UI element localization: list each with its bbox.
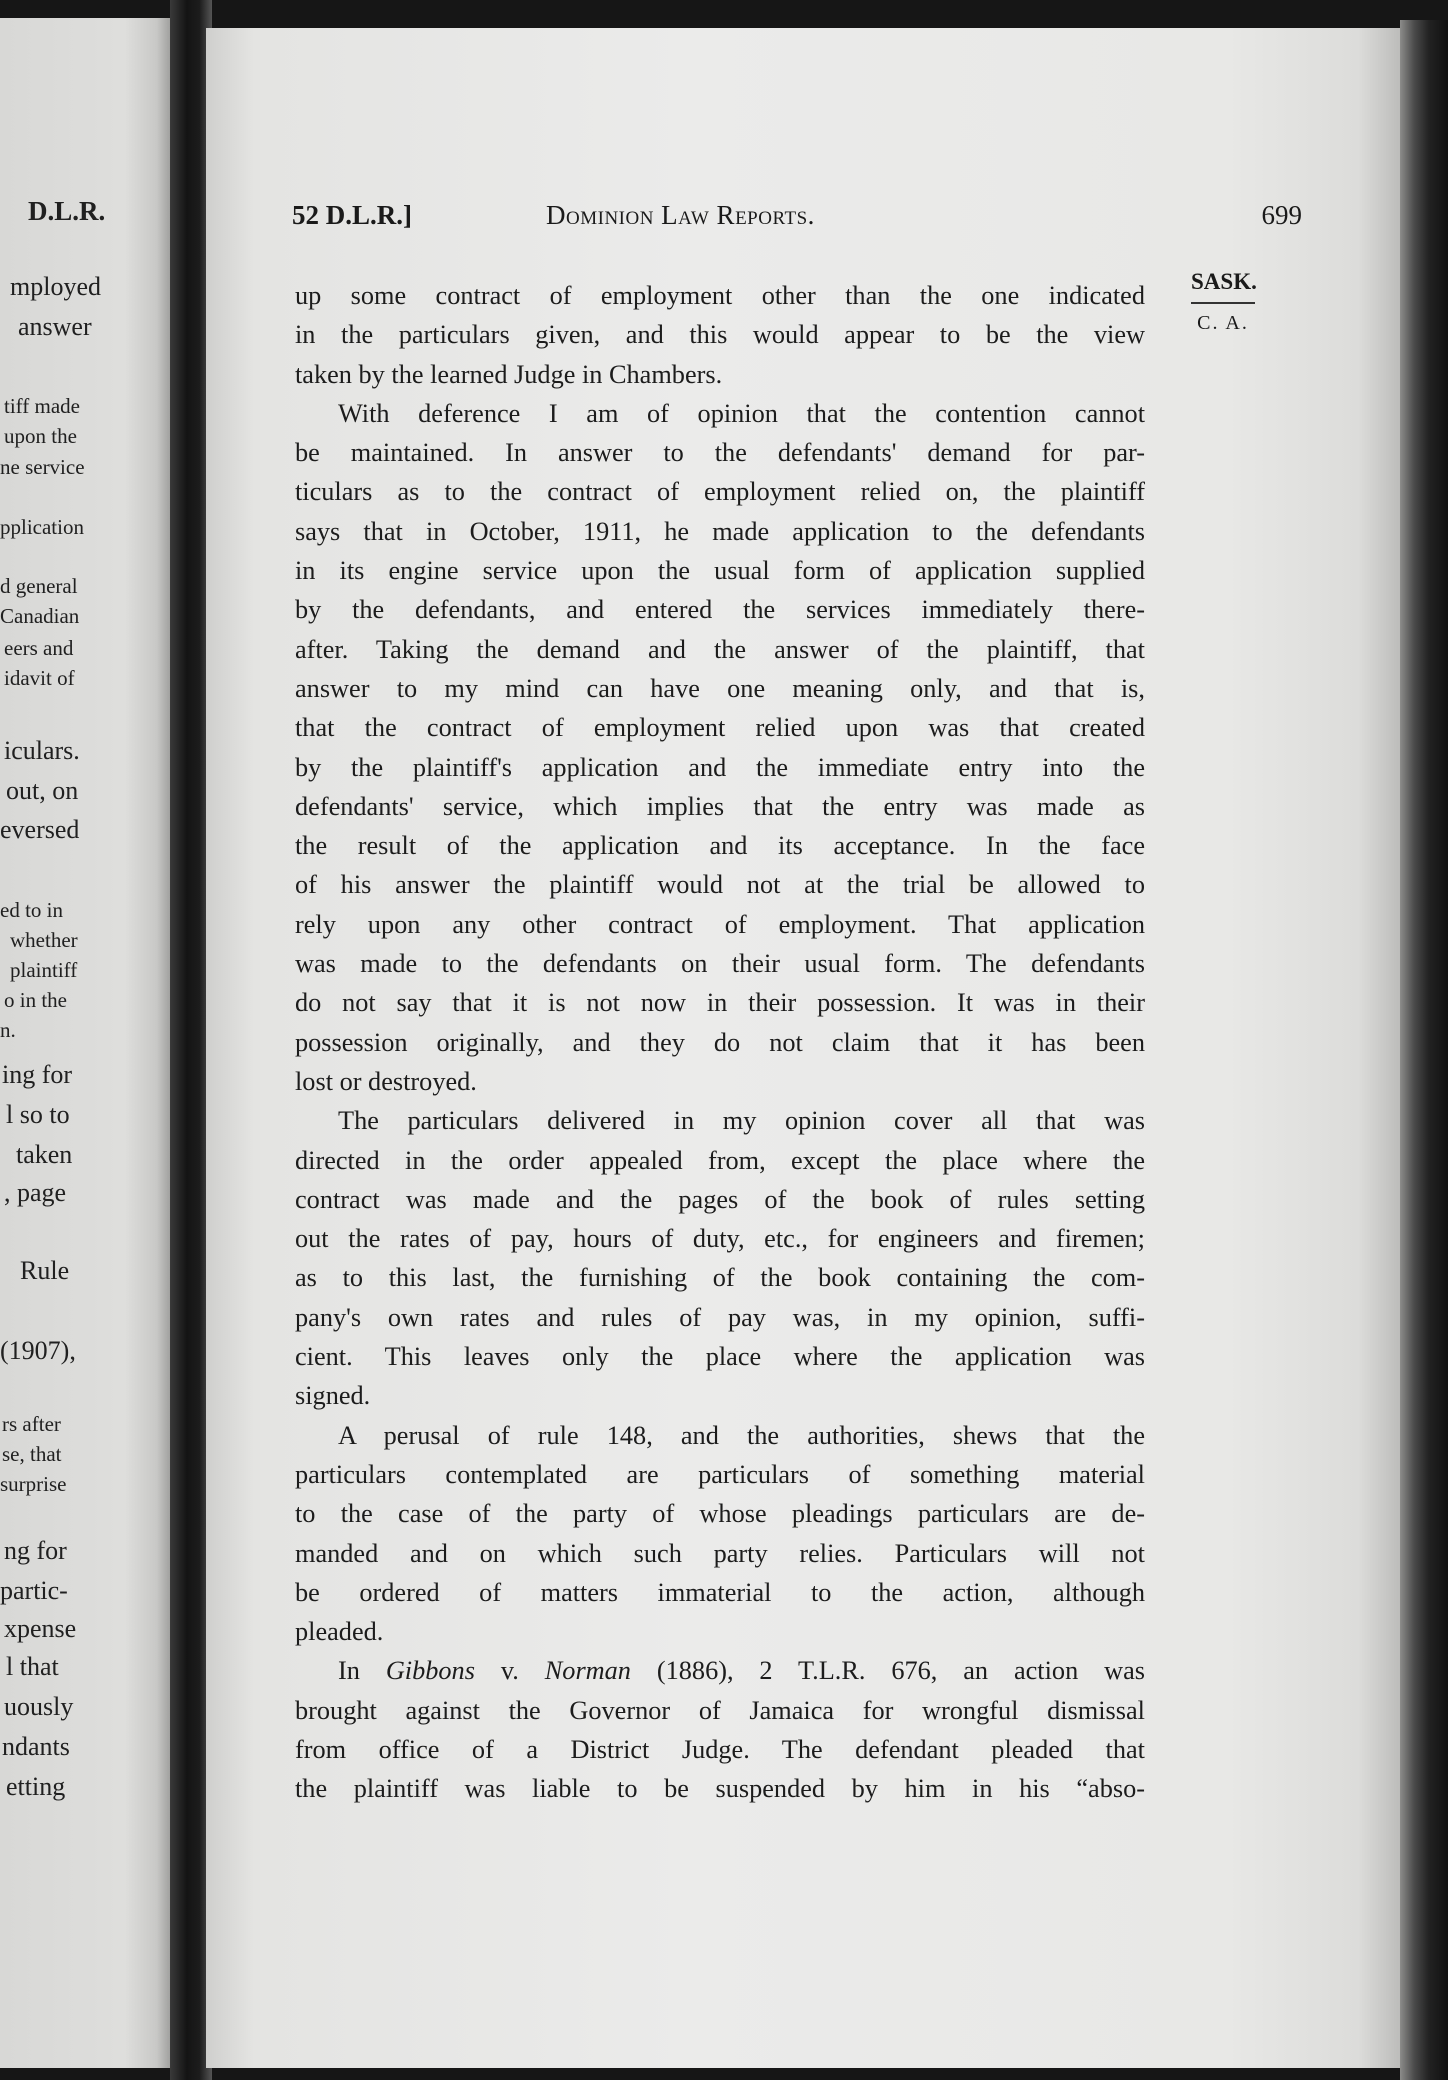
- text-line: by the plaintiff's application and the immediate entry into the: [295, 752, 1145, 782]
- previous-page-edge: [0, 18, 178, 2068]
- text-line: up some contract of employment other than the one indicated: [295, 281, 1145, 310]
- text-line: pany's own rates and rules of pay was, in my opinion, suffi-: [295, 1302, 1145, 1332]
- text-fragment: (1886), 2 T.L.R. 676, an action was: [630, 1656, 1146, 1686]
- case-name: Gibbons: [385, 1656, 475, 1686]
- text-line: directed in the order appealed from, except the place where the: [295, 1145, 1145, 1175]
- left-page-fragment: l so to: [6, 1100, 70, 1129]
- text-line: [295, 1651, 1145, 1690]
- left-page-fragment: eversed: [0, 815, 80, 844]
- paragraph: [295, 1416, 1145, 1652]
- text-line: in its engine service upon the usual form of application supplied: [295, 556, 1145, 586]
- left-page-fragment: ing for: [2, 1060, 73, 1089]
- jurisdiction-label: SASK.: [1191, 268, 1255, 304]
- text-line: brought against the Governor of Jamaica for wrongful dismissal: [295, 1695, 1145, 1725]
- text-line: be maintained. In answer to the defendants' demand for par-: [295, 438, 1145, 468]
- paragraph: [295, 1651, 1145, 1808]
- text-line: to the case of the party of whose pleadings particulars are de-: [295, 1499, 1145, 1529]
- text-line: says that in October, 1911, he made application to the defendants: [295, 516, 1145, 546]
- left-page-fragment: iculars.: [4, 736, 80, 765]
- left-page-fragment: ed to in: [0, 898, 63, 922]
- left-page-fragment: se, that: [2, 1442, 62, 1466]
- left-page-fragment: ne service: [0, 455, 85, 479]
- text-line: that the contract of employment relied upon was that created: [295, 713, 1145, 743]
- text-line: A perusal of rule 148, and the authorities, shews that the: [338, 1420, 1145, 1450]
- left-page-fragment: mployed: [10, 272, 101, 301]
- text-line: With deference I am of opinion that the contention cannot: [338, 398, 1145, 428]
- text-fragment: v.: [474, 1656, 545, 1686]
- left-page-fragment: uously: [4, 1692, 74, 1721]
- text-line: cient. This leaves only the place where the application was: [295, 1342, 1145, 1372]
- left-page-fragment: , page: [4, 1178, 67, 1207]
- text-line: manded and on which such party relies. Particulars will not: [295, 1538, 1145, 1568]
- page-number: 699: [1261, 200, 1302, 230]
- text-line: taken by the learned Judge in Chambers.: [295, 359, 723, 389]
- text-line: ticulars as to the contract of employment relied on, the plaintiff: [295, 477, 1145, 507]
- text-line: as to this last, the furnishing of the book containing the com-: [295, 1263, 1145, 1293]
- left-page-fragment: (1907),: [0, 1336, 76, 1365]
- text-line: particulars contemplated are particulars of something material: [295, 1459, 1145, 1489]
- text-line: in the particulars given, and this would appear to be the view: [295, 320, 1145, 350]
- publication-title: Dominion Law Reports.: [546, 200, 815, 230]
- left-page-fragment: o in the: [4, 988, 67, 1012]
- court-label: C. A.: [1197, 312, 1249, 334]
- text-line: pleaded.: [295, 1617, 384, 1647]
- margin-note: [1178, 268, 1268, 336]
- left-page-fragment: eers and: [4, 636, 74, 660]
- page-stack-edge: [1400, 20, 1448, 2080]
- left-page-fragment: upon the: [4, 424, 77, 448]
- volume-reference: 52 D.L.R.]: [292, 200, 412, 230]
- text-fragment: In: [338, 1656, 386, 1686]
- text-line: the plaintiff was liable to be suspended by him in his “abso-: [295, 1774, 1145, 1804]
- text-line: defendants' service, which implies that the entry was made as: [295, 791, 1145, 821]
- left-page-fragment: plaintiff: [10, 958, 78, 982]
- left-page-fragment: idavit of: [4, 666, 75, 690]
- text-line: be ordered of matters immaterial to the action, although: [295, 1577, 1145, 1607]
- text-line: the result of the application and its acceptance. In the face: [295, 831, 1145, 861]
- text-line: by the defendants, and entered the services immediately there-: [295, 595, 1145, 625]
- paragraph: [295, 276, 1145, 394]
- text-line: rely upon any other contract of employment. That application: [295, 909, 1145, 939]
- text-line: lost or destroyed.: [295, 1066, 477, 1096]
- text-line: do not say that it is not now in their possession. It was in their: [295, 988, 1145, 1018]
- text-line: out the rates of pay, hours of duty, etc., for engineers and firemen;: [295, 1224, 1145, 1254]
- left-page-fragment: l that: [6, 1652, 59, 1681]
- case-name: Norman: [544, 1656, 631, 1686]
- left-page-fragment: D.L.R.: [28, 196, 106, 226]
- left-page-fragment: ng for: [4, 1536, 67, 1565]
- left-page-fragment: ndants: [2, 1732, 70, 1761]
- paragraph: [295, 1101, 1145, 1415]
- left-page-fragment: partic-: [0, 1576, 68, 1605]
- text-line: contract was made and the pages of the book of rules setting: [295, 1184, 1145, 1214]
- text-line: from office of a District Judge. The defendant pleaded that: [295, 1734, 1145, 1764]
- left-page-fragment: Canadian: [0, 604, 80, 628]
- left-page-fragment: answer: [18, 312, 92, 341]
- paragraph: [295, 394, 1145, 1101]
- left-page-fragment: Rule: [20, 1256, 70, 1285]
- text-line: possession originally, and they do not claim that it has been: [295, 1027, 1145, 1057]
- left-page-fragment: etting: [6, 1772, 66, 1801]
- left-page-fragment: n.: [0, 1018, 16, 1042]
- text-line: of his answer the plaintiff would not at the trial be allowed to: [295, 870, 1145, 900]
- left-page-fragment: d general: [0, 574, 78, 598]
- left-page-fragment: out, on: [6, 776, 79, 805]
- left-page-fragment: tiff made: [4, 394, 81, 418]
- running-head: [292, 200, 1302, 240]
- body-text: [295, 276, 1145, 1809]
- left-page-fragment: surprise: [0, 1472, 67, 1496]
- left-page-fragment: xpense: [4, 1614, 77, 1643]
- left-page-fragment: taken: [16, 1140, 73, 1169]
- left-page-fragment: pplication: [0, 515, 84, 539]
- text-line: after. Taking the demand and the answer of the plaintiff, that: [295, 634, 1145, 664]
- left-page-fragment: whether: [10, 928, 78, 952]
- left-page-fragment: rs after: [2, 1412, 61, 1436]
- text-line: was made to the defendants on their usual form. The defendants: [295, 949, 1145, 979]
- text-line: answer to my mind can have one meaning only, and that is,: [295, 673, 1145, 703]
- text-line: The particulars delivered in my opinion cover all that was: [338, 1106, 1145, 1136]
- text-line: signed.: [295, 1381, 371, 1411]
